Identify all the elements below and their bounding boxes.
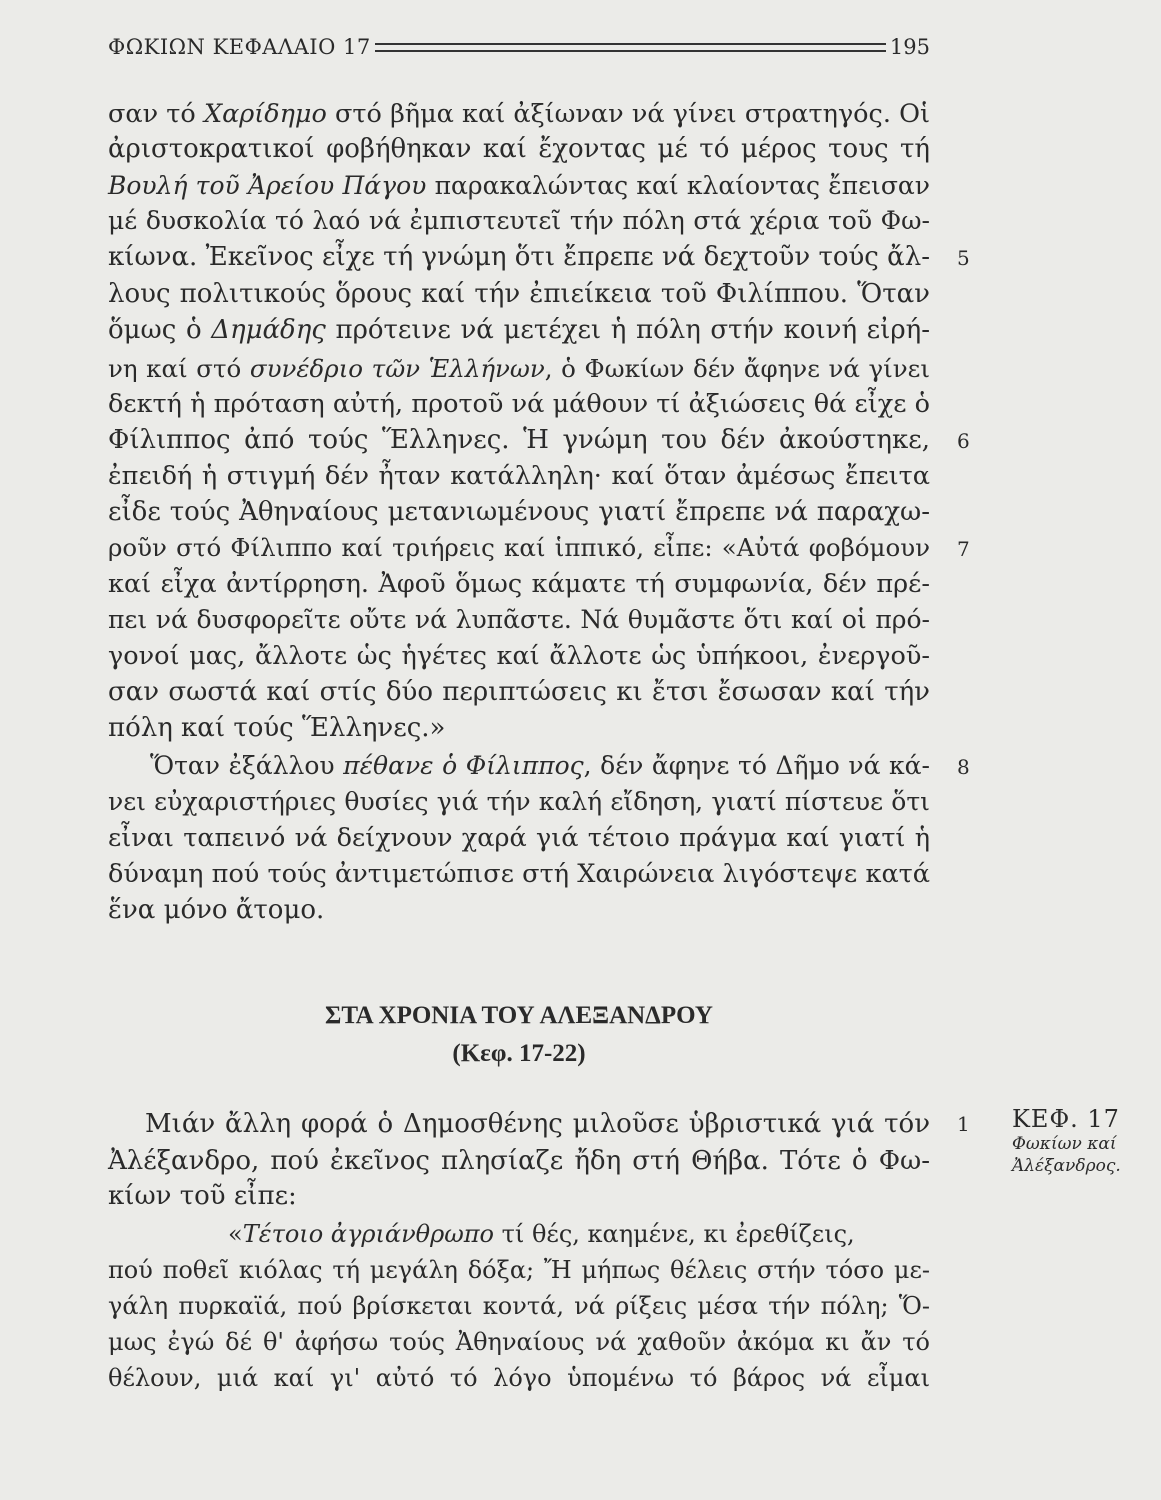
- text-line: γάλη πυρκαϊά, πού βρίσκεται κοντά, νά ρίξεις μέσα τήν πόλη; Ὅ-: [108, 1292, 930, 1320]
- text-line: εἶδε τούς Ἀθηναίους μετανιωμένους γιατί ἔπρεπε νά παραχω-: [108, 497, 930, 527]
- margin-number: 7: [957, 537, 970, 561]
- text-line: ὅμως ὁ Δημάδης πρότεινε νά μετέχει ἡ πόλη στήν κοινή εἰρή-: [108, 315, 930, 345]
- text-line: δεκτή ἡ πρόταση αὐτή, προτοῦ νά μάθουν τί ἀξιώσεις θά εἶχε ὁ: [108, 389, 930, 419]
- italic-term: Χαρίδημο: [203, 99, 327, 129]
- text-line: ἕνα μόνο ἄτομο.: [108, 895, 325, 925]
- text-line: Ἀλέξανδρο, πού ἐκεῖνος πλησίαζε ἤδη στή Θήβα. Τότε ὁ Φω-: [108, 1146, 930, 1176]
- text-line: πόλη καί τούς Ἕλληνες.»: [108, 713, 446, 743]
- margin-number: 1: [957, 1112, 970, 1136]
- text-line: σαν τό Χαρίδημο στό βῆμα καί ἀξίωναν νά γίνει στρατηγός. Οἱ: [108, 99, 930, 129]
- text-line: δύναμη πού τούς ἀντιμετώπισε στή Χαιρώνεια λιγόστεψε κατά: [108, 859, 930, 889]
- italic-term: Τέτοιο ἀγριάνθρωπο: [242, 1220, 495, 1248]
- section-title: ΣΤΑ ΧΡΟΝΙΑ ΤΟΥ ΑΛΕΞΑΝΔΡΟΥ: [325, 1002, 713, 1029]
- text-line: ροῦν στό Φίλιππο καί τριήρεις καί ἱππικό, εἶπε: «Αὐτά φοβόμουν: [108, 533, 930, 562]
- text-line: σαν σωστά καί στίς δύο περιπτώσεις κι ἔτσι ἔσωσαν καί τήν: [108, 677, 930, 707]
- text-line: καί εἶχα ἀντίρρηση. Ἀφοῦ ὅμως κάματε τή συμφωνία, δέν πρέ-: [108, 569, 930, 599]
- text-line: μέ δυσκολία τό λαό νά ἐμπιστευτεῖ τήν πόλη στά χέρια τοῦ Φω-: [108, 206, 930, 235]
- italic-term: Δημάδης: [211, 315, 326, 345]
- text-line: ἐπειδή ἡ στιγμή δέν ἦταν κατάλληλη· καί ὅταν ἀμέσως ἔπειτα: [108, 461, 930, 491]
- section-subtitle: (Κεφ. 17-22): [452, 1040, 586, 1067]
- text-line: Φίλιππος ἀπό τούς Ἕλληνες. Ἡ γνώμη του δέν ἀκούστηκε,: [108, 425, 930, 455]
- text-line: πού ποθεῖ κιόλας τή μεγάλη δόξα; Ἤ μήπως θέλεις στήν τόσο με-: [108, 1256, 930, 1284]
- text-line: λους πολιτικούς ὅρους καί τήν ἐπιείκεια τοῦ Φιλίππου. Ὅταν: [108, 279, 930, 309]
- side-note-subtitle: Ἀλέξανδρος.: [1012, 1156, 1121, 1176]
- italic-term: πέθανε ὁ Φίλιππος: [343, 751, 584, 780]
- margin-number: 5: [957, 246, 970, 270]
- text-line: θέλουν, μιά καί γι' αὐτό τό λόγο ὑπομένω τό βάρος νά εἶμαι: [108, 1364, 930, 1392]
- text-line: κίωνα. Ἐκεῖνος εἶχε τή γνώμη ὅτι ἔπρεπε νά δεχτοῦν τούς ἄλ-: [108, 242, 930, 272]
- text-line: «Τέτοιο ἀγριάνθρωπο τί θές, καημένε, κι ἐρεθίζεις,: [228, 1220, 855, 1248]
- page-number: 195: [889, 35, 930, 59]
- text-line: Μιάν ἄλλη φορά ὁ Δημοσθένης μιλοῦσε ὑβριστικά γιά τόν: [145, 1109, 930, 1139]
- chapter-side-note: [1012, 1105, 1152, 1177]
- text-line: νη καί στό συνέδριο τῶν Ἑλλήνων, ὁ Φωκίων δέν ἄφηνε νά γίνει: [108, 354, 930, 383]
- italic-term: συνέδριο τῶν Ἑλλήνων: [249, 354, 545, 383]
- text-line: Βουλή τοῦ Ἀρείου Πάγου παρακαλώντας καί κλαίοντας ἔπεισαν: [108, 171, 930, 200]
- header-double-rule: [375, 43, 886, 52]
- text-line: πει νά δυσφορεῖτε οὔτε νά λυπᾶστε. Νά θυμᾶστε ὅτι καί οἱ πρό-: [108, 605, 930, 634]
- text-line: Ὅταν ἐξάλλου πέθανε ὁ Φίλιππος, δέν ἄφηνε τό Δῆμο νά κά-: [150, 751, 930, 780]
- side-note-subtitle: Φωκίων καί: [1012, 1134, 1117, 1154]
- running-header: [108, 32, 930, 62]
- italic-term: Βουλή τοῦ Ἀρείου Πάγου: [108, 171, 427, 200]
- running-title: ΦΩΚΙΩΝ ΚΕΦΑΛΑΙΟ 17: [108, 35, 371, 59]
- margin-number: 6: [957, 429, 970, 453]
- margin-number: 8: [957, 755, 970, 779]
- text-line: γονοί μας, ἄλλοτε ὡς ἡγέτες καί ἄλλοτε ὡς ὑπήκοοι, ἐνεργοῦ-: [108, 641, 930, 671]
- side-note-title: ΚΕΦ. 17: [1012, 1105, 1120, 1133]
- text-line: ἀριστοκρατικοί φοβήθηκαν καί ἔχοντας μέ τό μέρος τους τή: [108, 134, 930, 164]
- text-line: μως ἐγώ δέ θ' ἀφήσω τούς Ἀθηναίους νά χαθοῦν ἀκόμα κι ἄν τό: [108, 1328, 930, 1356]
- text-line: κίων τοῦ εἶπε:: [108, 1181, 297, 1211]
- text-line: εἶναι ταπεινό νά δείχνουν χαρά γιά τέτοιο πράγμα καί γιατί ἡ: [108, 823, 930, 853]
- text-line: νει εὐχαριστήριες θυσίες γιά τήν καλή εἴδηση, γιατί πίστευε ὅτι: [108, 787, 930, 816]
